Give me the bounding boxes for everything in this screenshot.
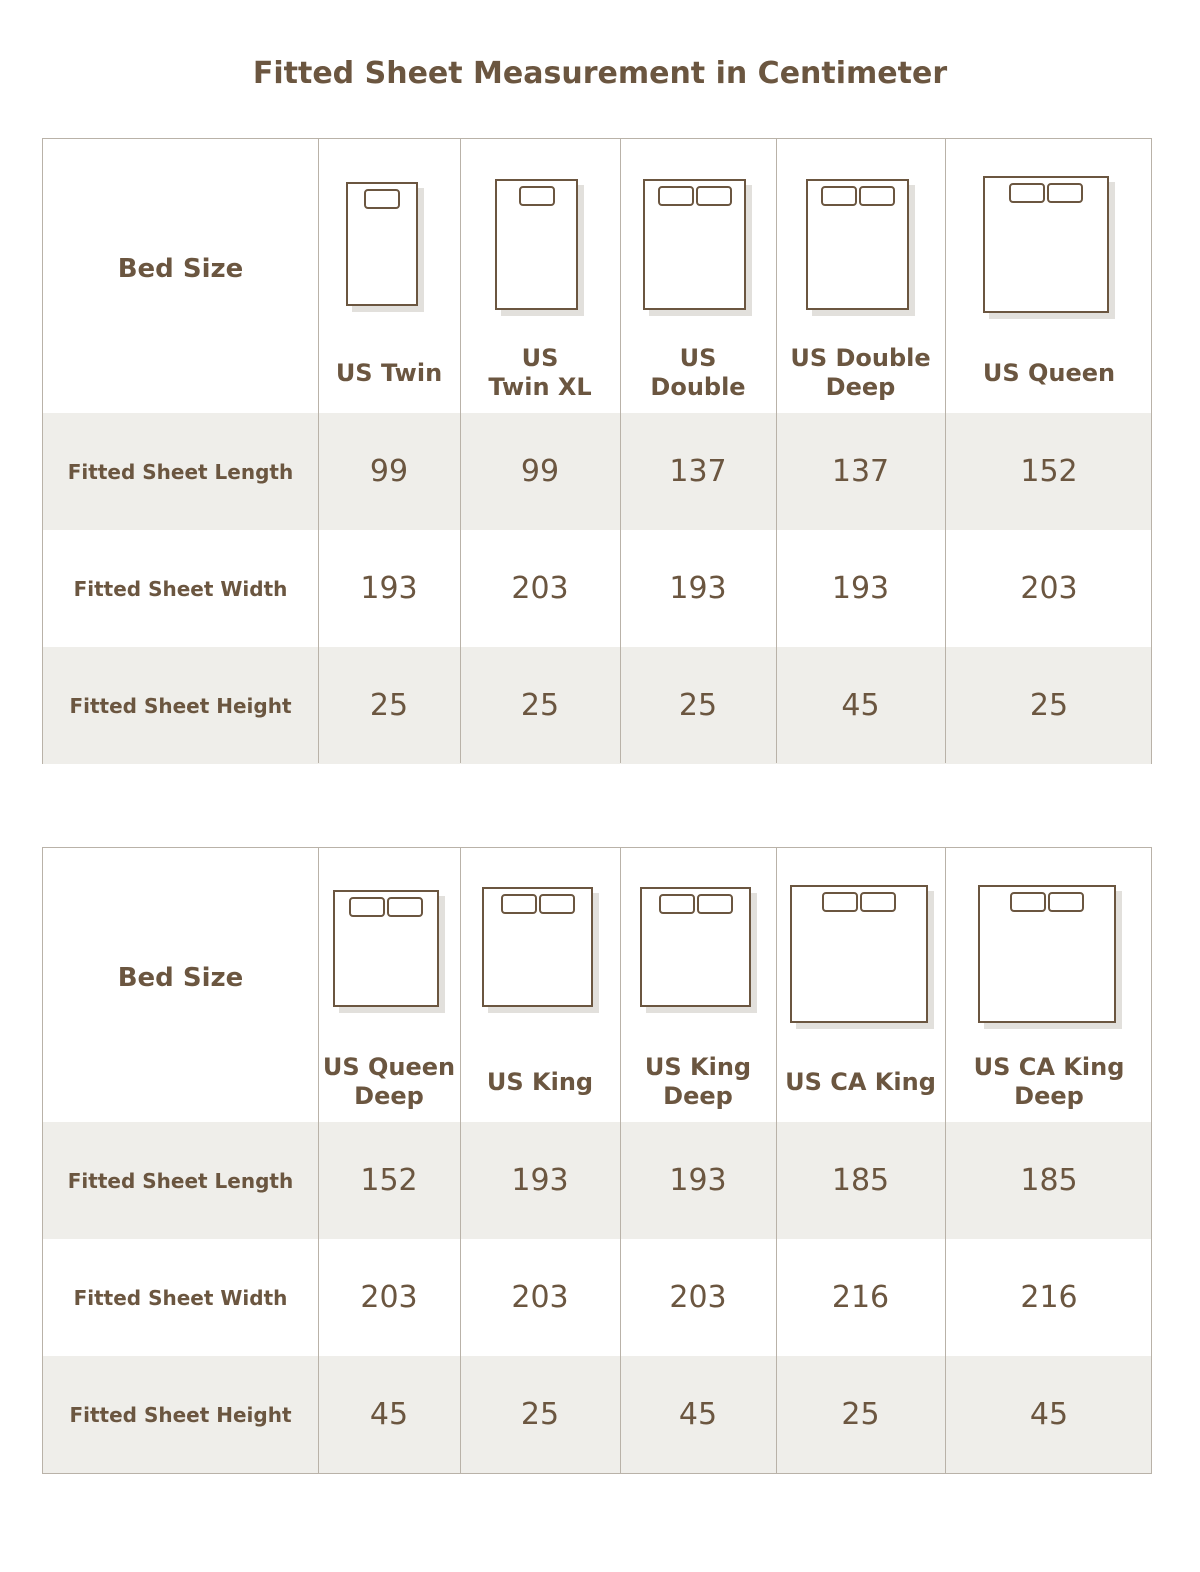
measurement-value: 45 — [369, 1397, 409, 1432]
pillow-icon — [364, 189, 400, 209]
column-divider — [776, 848, 777, 1473]
measurement-table-2 — [42, 847, 1152, 1474]
measurement-table-1 — [42, 138, 1152, 764]
column-header — [776, 1044, 945, 1120]
column-divider — [945, 848, 946, 1473]
pillow-icon — [1048, 892, 1084, 912]
column-header — [460, 1044, 620, 1120]
column-header-text: Twin XL — [488, 373, 592, 401]
measurement-value: 45 — [1029, 1397, 1069, 1432]
measurement-value: 193 — [511, 1163, 569, 1198]
bed-frame — [790, 885, 928, 1023]
measurement-value: 137 — [669, 454, 727, 489]
column-divider — [460, 139, 461, 763]
queen-bed-icon — [333, 890, 445, 1013]
measurement-value: 45 — [841, 688, 880, 723]
pillow-icon — [821, 186, 857, 206]
row-label: Fitted Sheet Height — [69, 1402, 292, 1427]
column-header-text: Deep — [1014, 1082, 1084, 1110]
row-label: Fitted Sheet Width — [73, 576, 288, 601]
row-label: Fitted Sheet Width — [73, 1285, 288, 1310]
measurement-value: 152 — [360, 1163, 418, 1198]
column-header-text: US CA King — [973, 1053, 1125, 1081]
measurement-value: 193 — [831, 571, 890, 606]
measurement-value: 185 — [831, 1163, 890, 1198]
column-divider — [776, 139, 777, 763]
row-label: Fitted Sheet Height — [69, 693, 292, 718]
row-label: Fitted Sheet Length — [67, 1168, 294, 1193]
pillow-icon — [1009, 183, 1045, 203]
measurement-value: 216 — [831, 1280, 890, 1315]
measurement-value: 193 — [669, 571, 727, 606]
column-header — [776, 335, 945, 411]
column-header-text: US Double — [790, 344, 931, 372]
column-header-text: US CA King — [785, 1067, 936, 1096]
measurement-value: 203 — [1020, 571, 1078, 606]
measurement-value: 185 — [1020, 1163, 1078, 1198]
measurement-value: 193 — [669, 1163, 727, 1198]
table-row — [43, 1239, 1151, 1356]
pillow-icon — [519, 186, 555, 206]
column-header — [620, 335, 776, 411]
measurement-value: 203 — [360, 1280, 418, 1315]
column-header — [460, 335, 620, 411]
measurement-value: 25 — [369, 688, 409, 723]
bed-frame — [983, 176, 1109, 313]
double-bed-icon — [643, 179, 752, 316]
column-header-text: US Queen — [322, 1053, 456, 1081]
california-king-bed-icon — [978, 885, 1122, 1029]
measurement-value: 203 — [511, 571, 569, 606]
double-bed-icon — [806, 179, 915, 316]
table-row — [43, 1122, 1151, 1239]
bed-frame — [640, 887, 751, 1007]
pillow-icon — [1010, 892, 1046, 912]
pillow-icon — [387, 897, 423, 917]
measurement-value: 152 — [1020, 454, 1078, 489]
column-header — [620, 1044, 776, 1120]
measurement-value: 25 — [678, 688, 718, 723]
measurement-value: 203 — [511, 1280, 569, 1315]
column-header — [945, 1044, 1153, 1120]
table-row — [43, 647, 1151, 764]
column-header — [945, 335, 1153, 411]
bed-frame — [978, 885, 1116, 1023]
column-header-text: Deep — [825, 373, 896, 401]
pillow-icon — [859, 186, 895, 206]
pillow-icon — [349, 897, 385, 917]
measurement-value: 203 — [669, 1280, 727, 1315]
measurement-value: 193 — [360, 571, 418, 606]
pillow-icon — [697, 894, 733, 914]
table-row — [43, 1356, 1151, 1473]
column-header-text: Deep — [354, 1082, 424, 1110]
measurement-value: 45 — [678, 1397, 718, 1432]
measurement-value: 137 — [831, 454, 890, 489]
measurement-value: 216 — [1020, 1280, 1078, 1315]
pillow-icon — [1047, 183, 1083, 203]
king-bed-icon — [482, 887, 599, 1013]
bed-size-label: Bed Size — [117, 963, 244, 993]
column-header-text: US King — [486, 1067, 594, 1096]
bed-frame — [482, 887, 593, 1007]
measurement-value: 25 — [841, 1397, 880, 1432]
column-header-text: US King — [644, 1053, 752, 1081]
pillow-icon — [658, 186, 694, 206]
single-bed-icon — [495, 179, 584, 316]
california-king-bed-icon — [790, 885, 934, 1029]
pillow-icon — [860, 892, 896, 912]
column-header-text: Double — [650, 373, 746, 401]
row-label: Fitted Sheet Length — [67, 459, 294, 484]
column-divider — [945, 139, 946, 763]
queen-bed-icon — [983, 176, 1115, 319]
king-bed-icon — [640, 887, 757, 1013]
column-divider — [620, 139, 621, 763]
column-header — [318, 1044, 460, 1120]
column-divider — [318, 139, 319, 763]
column-header-text: US Twin — [335, 358, 443, 387]
column-header — [318, 335, 460, 411]
single-bed-icon — [346, 182, 424, 312]
pillow-icon — [822, 892, 858, 912]
table-row — [43, 530, 1151, 647]
pillow-icon — [501, 894, 537, 914]
measurement-value: 99 — [520, 454, 560, 489]
measurement-value: 25 — [520, 688, 560, 723]
pillow-icon — [659, 894, 695, 914]
table-row — [43, 413, 1151, 530]
bed-size-label: Bed Size — [117, 254, 244, 284]
column-header-text: US — [521, 344, 559, 372]
page-title: Fitted Sheet Measurement in Centimeter — [252, 56, 948, 91]
column-header-text: US Queen — [982, 358, 1116, 387]
measurement-value: 99 — [369, 454, 409, 489]
measurement-value: 25 — [520, 1397, 560, 1432]
column-divider — [620, 848, 621, 1473]
column-divider — [318, 848, 319, 1473]
pillow-icon — [539, 894, 575, 914]
measurement-value: 25 — [1029, 688, 1069, 723]
column-divider — [460, 848, 461, 1473]
column-header-text: Deep — [663, 1082, 733, 1110]
column-header-text: US — [679, 344, 717, 372]
pillow-icon — [696, 186, 732, 206]
